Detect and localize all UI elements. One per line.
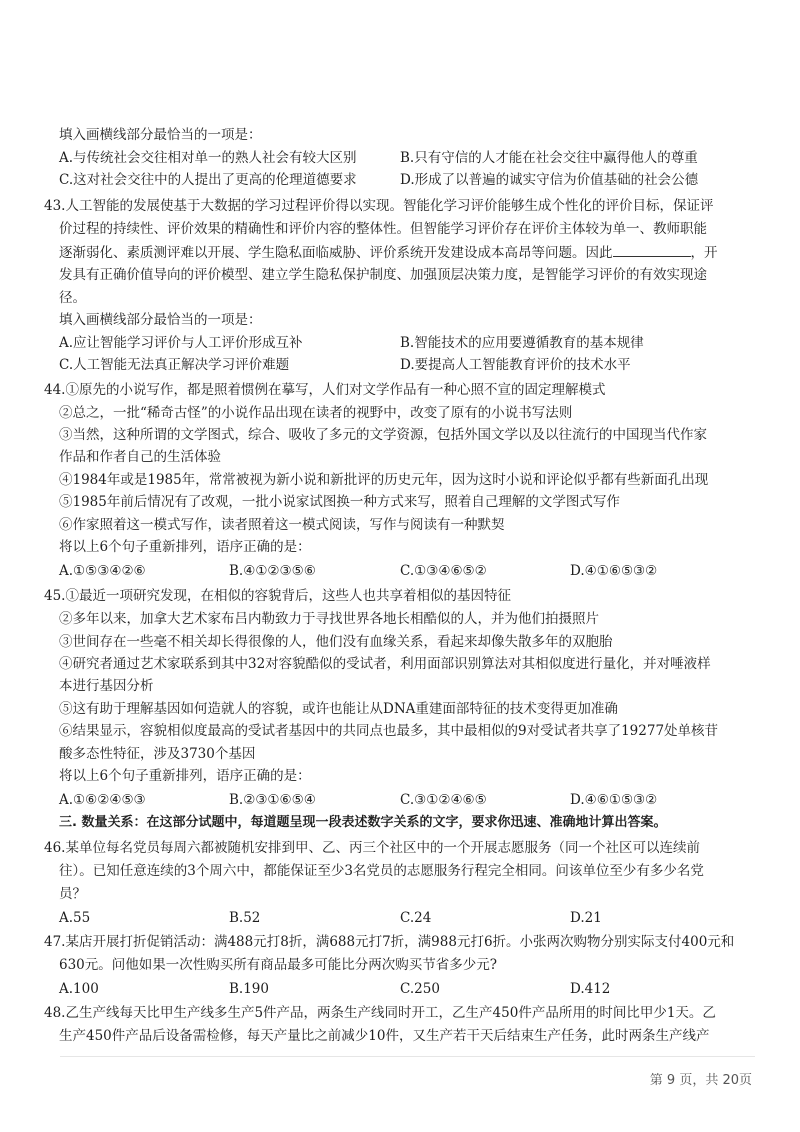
- q44-sentence-5: ⑤1985年前后情况有了改观，一批小说家试图换一种方式来写，照着自己理解的文学图式写作: [59, 494, 620, 510]
- q45-sentence-6b: 酸多态性特征，涉及3730个基因: [59, 746, 256, 762]
- q46-line-3: 员？: [59, 886, 86, 902]
- q44-option-d: D.④①⑥⑤③②: [570, 563, 658, 579]
- q45-option-a: A.①⑥②④⑤③: [59, 792, 146, 808]
- q47-option-c: C.250: [400, 981, 440, 997]
- answer-blank: [613, 242, 691, 257]
- q48-line-1: 48.乙生产线每天比甲生产线多生产5件产品，两条生产线同时开工，乙生产450件产品所用的时间比甲少1天。乙: [44, 1005, 716, 1021]
- q43-line-4: 发具有正确价值导向的评价模型、建立学生隐私保护制度、加强顶层决策力度，是智能学习评价的有效实现途: [59, 267, 707, 283]
- q46-line-1: 46.某单位每名党员每周六都被随机安排到甲、乙、丙三个社区中的一个开展志愿服务（同一个社区可以连续前: [44, 840, 700, 856]
- page-number: 第 9 页，共 20页: [649, 1073, 752, 1088]
- q43-line-2: 价过程的持续性、评价效果的精确性和评价内容的整体性。但智能学习评价存在评价主体较为单一、教师职能: [59, 221, 707, 237]
- footer-divider: [60, 1056, 755, 1057]
- q45-sentence-5: ⑤这有助于理解基因如何造就人的容貌，或许也能让从DNA重建面部特征的技术变得更加准确: [59, 701, 618, 717]
- q48-line-2: 生产450件产品后设备需检修，每天产量比之前减少10件，又生产若干天后结束生产任务，此时两条生产线产: [59, 1028, 710, 1044]
- section-heading: 三. 数量关系：在这部分试题中，每道题呈现一段表述数字关系的文字，要求你迅速、准确地计算出答案。: [59, 815, 667, 830]
- q45-option-c: C.③①②④⑥⑤: [400, 792, 487, 808]
- q45-sentence-3: ③世间存在一些毫不相关却长得很像的人，他们没有血缘关系，看起来却像失散多年的双胞胎: [59, 634, 613, 650]
- q43-line-5: 径。: [59, 290, 86, 306]
- q47-option-b: B.190: [229, 981, 269, 997]
- q44-option-b: B.④①②③⑤⑥: [229, 563, 316, 579]
- q44-option-a: A.①⑤③④②⑥: [59, 563, 146, 579]
- q44-sentence-3a: ③当然，这种所谓的文学图式，综合、吸收了多元的文学资源，包括外国文学以及以往流行的中国现当代作家: [59, 427, 707, 443]
- q43-option-b: B.智能技术的应用要遵循教育的基本规律: [400, 335, 644, 351]
- q45-sentence-1: 45.①最近一项研究发现，在相似的容貌背后，这些人也共享着相似的基因特征: [44, 588, 511, 604]
- q45-sentence-4b: 本进行基因分析: [59, 678, 154, 694]
- q44-prompt: 将以上6个句子重新排列，语序正确的是：: [59, 539, 311, 555]
- q43-option-d: D.要提高人工智能教育评价的技术水平: [400, 357, 631, 373]
- q42-option-d: D.形成了以普遍的诚实守信为价值基础的社会公德: [400, 172, 699, 188]
- q46-option-d: D.21: [570, 910, 602, 926]
- q44-sentence-3b: 作品和作者自己的生活体验: [59, 449, 221, 465]
- q44-sentence-1: 44.①原先的小说写作，都是照着惯例在摹写，人们对文学作品有一种心照不宣的固定理解模式: [44, 382, 606, 398]
- q45-option-b: B.②③①⑥⑤④: [229, 792, 316, 808]
- q43-line-3-tail: ，开: [690, 245, 718, 261]
- q45-option-d: D.④⑥①⑤③②: [570, 792, 658, 808]
- q46-option-b: B.52: [229, 910, 261, 926]
- q45-prompt: 将以上6个句子重新排列，语序正确的是：: [59, 768, 311, 784]
- q44-option-c: C.①③④⑥⑤②: [400, 563, 487, 579]
- q43-option-a: A.应让智能学习评价与人工评价形成互补: [59, 335, 303, 351]
- q43-prompt: 填入画横线部分最恰当的一项是：: [59, 312, 262, 328]
- q43-line-3: [59, 242, 718, 263]
- q47-option-d: D.412: [570, 981, 611, 997]
- q47-option-a: A.100: [59, 981, 99, 997]
- q42-prompt: 填入画横线部分最恰当的一项是：: [59, 127, 262, 143]
- q44-sentence-2: ②总之，一批“稀奇古怪”的小说作品出现在读者的视野中，改变了原有的小说书写法则: [59, 405, 573, 421]
- q45-sentence-4a: ④研究者通过艺术家联系到其中32对容貌酷似的受试者，利用面部识别算法对其相似度进行量化，并对唾液样: [59, 656, 711, 672]
- q45-sentence-2: ②多年以来，加拿大艺术家布吕内勒致力于寻找世界各地长相酷似的人，并为他们拍摄照片: [59, 611, 599, 627]
- q42-option-c: C.这对社会交往中的人提出了更高的伦理道德要求: [59, 172, 357, 188]
- q43-line-3-text: 逐渐弱化、素质测评难以开展、学生隐私面临威胁、评价系统开发建设成本高昂等问题。因此: [59, 245, 613, 261]
- q46-option-c: C.24: [400, 910, 432, 926]
- q42-option-a: A.与传统社会交往相对单一的熟人社会有较大区别: [59, 150, 357, 166]
- q44-sentence-4: ④1984年或是1985年，常常被视为新小说和新批评的历史元年，因为这时小说和评论似乎都有些新面孔出现: [59, 472, 709, 488]
- q43-option-c: C.人工智能无法真正解决学习评价难题: [59, 357, 290, 373]
- q42-option-b: B.只有守信的人才能在社会交往中赢得他人的尊重: [400, 150, 698, 166]
- q45-sentence-6a: ⑥结果显示，容貌相似度最高的受试者基因中的共同点也最多，其中最相似的9对受试者共享了19277处单核苷: [59, 723, 719, 739]
- q46-line-2: 往）。已知任意连续的3个周六中，都能保证至少3名党员的志愿服务行程完全相同。问该单位至少有多少名党: [59, 863, 704, 879]
- q46-option-a: A.55: [59, 910, 91, 926]
- q47-line-2: 630元。问他如果一次性购买所有商品最多可能比分两次购买节省多少元?: [59, 957, 498, 973]
- q44-sentence-6: ⑥作家照着这一模式写作，读者照着这一模式阅读，写作与阅读有一种默契: [59, 517, 505, 533]
- q47-line-1: 47.某店开展打折促销活动：满488元打8折，满688元打7折，满988元打6折。小张两次购物分别实际支付400元和: [44, 934, 735, 950]
- q43-line-1: 43.人工智能的发展使基于大数据的学习过程评价得以实现。智能化学习评价能够生成个性化的评价目标，保证评: [44, 198, 714, 214]
